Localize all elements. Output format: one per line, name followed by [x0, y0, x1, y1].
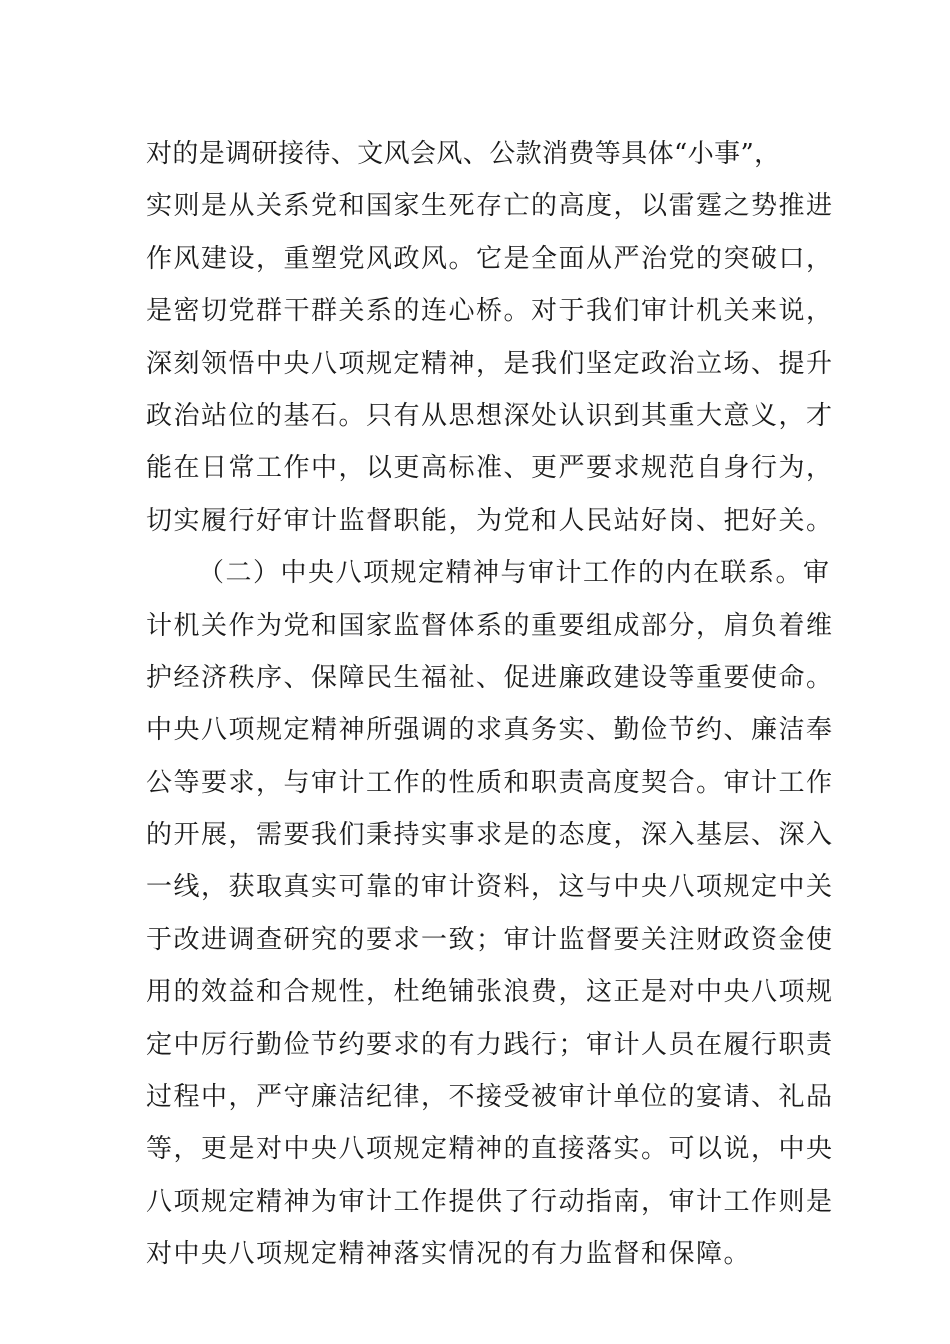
- text-line: 八项规定精神为审计工作提供了行动指南，审计工作则是: [146, 1186, 834, 1217]
- text-line: 护经济秩序、保障民生福祉、促进廉政建设等重要使命。: [146, 662, 834, 693]
- text-line: 计机关作为党和国家监督体系的重要组成部分，肩负着维: [146, 610, 834, 641]
- text-line: 是密切党群干群关系的连心桥。对于我们审计机关来说，: [146, 296, 834, 327]
- text-line: 深刻领悟中央八项规定精神，是我们坚定政治立场、提升: [146, 348, 834, 379]
- body-text: [146, 128, 834, 1281]
- text-line: 的开展，需要我们秉持实事求是的态度，深入基层、深入: [146, 820, 834, 851]
- text-line: 切实履行好审计监督职能，为党和人民站好岗、把好关。: [146, 505, 834, 536]
- text-line: 于改进调查研究的要求一致；审计监督要关注财政资金使: [146, 924, 834, 955]
- text-line: 公等要求，与审计工作的性质和职责高度契合。审计工作: [146, 767, 834, 798]
- text-line: 过程中，严守廉洁纪律，不接受被审计单位的宴请、礼品: [146, 1082, 834, 1113]
- text-line: 政治站位的基石。只有从思想深处认识到其重大意义，才: [146, 400, 834, 431]
- text-line: 对中央八项规定精神落实情况的有力监督和保障。: [146, 1239, 752, 1270]
- text-line: 实则是从关系党和国家生死存亡的高度，以雷霆之势推进: [146, 191, 834, 222]
- text-line: 等，更是对中央八项规定精神的直接落实。可以说，中央: [146, 1134, 834, 1165]
- text-line: 定中厉行勤俭节约要求的有力践行；审计人员在履行职责: [146, 1029, 834, 1060]
- text-line: 对的是调研接待、文风会风、公款消费等具体“小事”，: [146, 139, 781, 169]
- text-line: 用的效益和合规性，杜绝铺张浪费，这正是对中央八项规: [146, 977, 834, 1008]
- text-line: 作风建设，重塑党风政风。它是全面从严治党的突破口，: [146, 243, 834, 274]
- section-heading-line: （二）中央八项规定精神与审计工作的内在联系。审: [198, 558, 831, 589]
- text-line: 中央八项规定精神所强调的求真务实、勤俭节约、廉洁奉: [146, 715, 834, 746]
- text-line: 能在日常工作中，以更高标准、更严要求规范自身行为，: [146, 453, 834, 484]
- text-line: 一线，获取真实可靠的审计资料，这与中央八项规定中关: [146, 872, 834, 903]
